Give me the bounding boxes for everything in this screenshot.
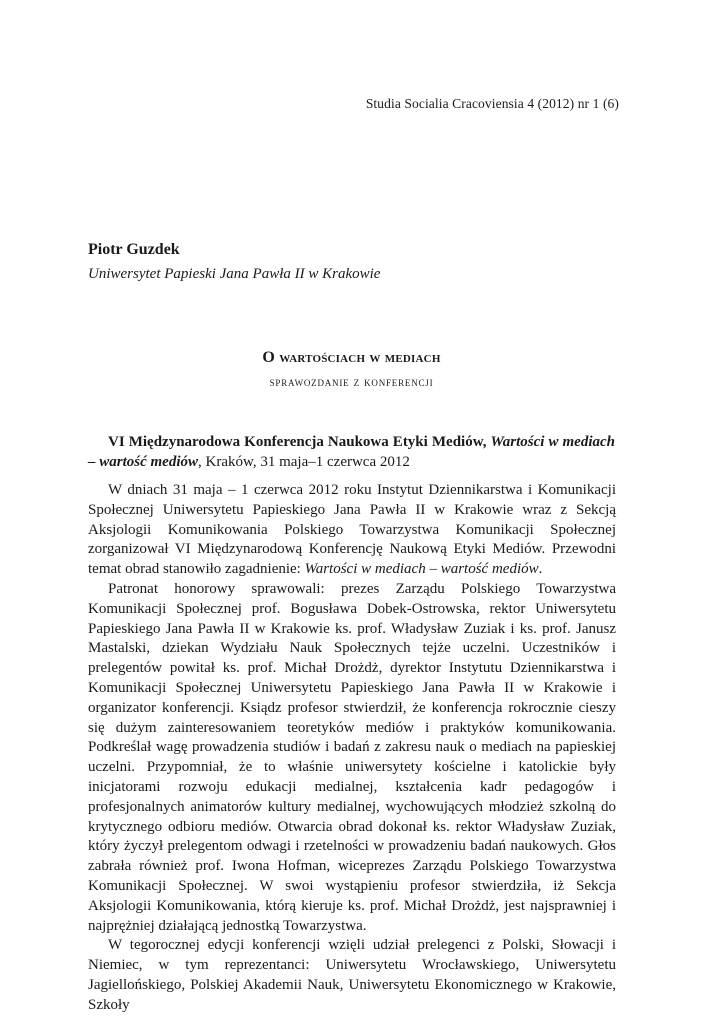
conference-place-date: , Kraków, 31 maja–1 czerwca 2012: [198, 453, 410, 470]
conference-name: VI Międzynarodowa Konferencja Naukowa Etyki Mediów,: [108, 434, 487, 450]
conference-info: [88, 433, 615, 473]
article-title: O wartościach w mediach: [262, 349, 441, 366]
article-subtitle: sprawozdanie z konferencji: [269, 374, 434, 389]
paragraph: W tegorocznej edycji konferencji wzięli udział prelegenci z Polski, Słowacji i Niemiec, w tym reprezentanci: Uniwersytetu Wrocławskiego, Uniwersytetu Jagiellońskiego, Polskiej Akademii Nauk, Uniwersytetu Ekonomicznego w Krakowie, Szkoły: [88, 937, 616, 1013]
article-body: [88, 481, 616, 1016]
conference-theme: Wartości w mediach – wartość mediów: [88, 434, 616, 470]
paragraph: Patronat honorowy sprawowali: prezes Zarządu Polskiego Towarzystwa Komunikacji Społecznej prof. Bogusława Dobek-Ostrowska, rektor Uniwersytetu Papieskiego Jana Pawła II w Krakowie ks. prof. Władysław Zuziak i ks. prof. Janusz Mastalski, dziekan Wydziału Nauk Społecznych tejże uczelni. Uczestników i prelegentów powitał ks. prof. Michał Drożdż, dyrektor Instytutu Dziennikarstwa i Komunikacji Społecznej Uniwersytetu Papieskiego Jana Pawła II w Krakowie i organizator konferencji. Ksiądz profesor stwierdził, że konferencja rokrocznie cieszy się dużym zainteresowaniem teoretyków mediów i praktyków komunikowania. Podkreślał wagę prowadzenia studiów i badań z zakresu nauk o mediach na papieskiej uczelni. Przypomniał, że to właśnie uniwersytety kościelne i katolickie były inicjatorami rozwoju edukacji medialnej, kształcenia kadr pedagogów i profesjonalnych animatorów kultury medialnej, wychowujących młodzież szkolną do krytycznego odbioru mediów. Otwarcia obrad dokonał ks. rektor Władysław Zuziak, który życzył prelegentom odwagi i rzetelności w prowadzeniu badań naukowych. Głos zabrała również prof. Iwona Hofman, wiceprezes Zarządu Polskiego Towarzystwa Komunikacji Społecznej. W swoi wystąpieniu profesor stwierdziła, iż Sekcja Aksjologii Komunikowania, którą kieruje ks. prof. Michał Drożdż, jest najsprawniej i najprężniej działającą jednostką Towarzystwa.: [88, 580, 616, 934]
paragraph: W dniach 31 maja – 1 czerwca 2012 roku Instytut Dziennikarstwa i Komunikacji Społecznej Uniwersytetu Papieskiego Jana Pawła II w Krakowie wraz z Sekcją Aksjologii Komunikowania Polskiego Towarzystwa Komunikacji Społecznej zorganizował VI Międzynarodową Konferencję Naukową Etyki Mediów. Przewodni temat obrad stanowiło zagadnienie: Wartości w mediach – wartość mediów.: [88, 482, 616, 578]
conference-theme-inline: Wartości w mediach – wartość mediów: [304, 561, 539, 578]
author-affiliation: Uniwersytet Papieski Jana Pawła II w Krakowie: [88, 266, 381, 282]
running-head: Studia Socialia Cracoviensia 4 (2012) nr 1 (6): [365, 96, 619, 111]
author-name: Piotr Guzdek: [88, 241, 180, 258]
